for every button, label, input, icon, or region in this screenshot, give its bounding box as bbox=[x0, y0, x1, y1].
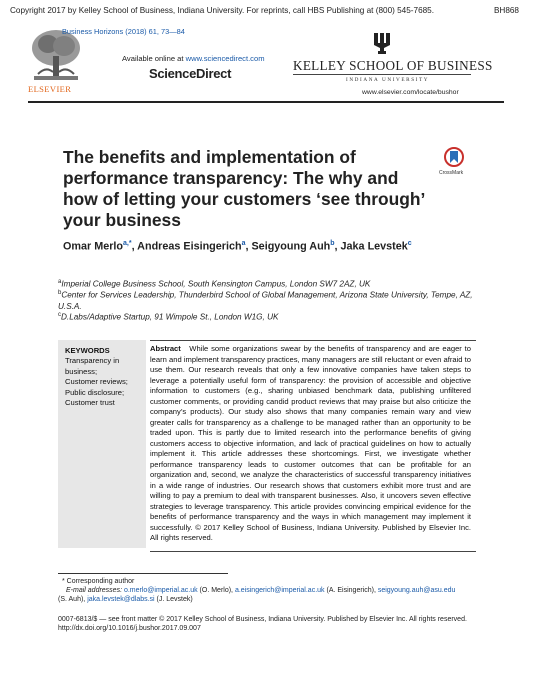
abstract-body bbox=[150, 344, 471, 544]
email-link[interactable]: o.merlo@imperial.ac.uk bbox=[123, 587, 198, 594]
author-name: Jaka Levstek bbox=[340, 240, 408, 253]
article-title: The benefits and implementation of performance transparency: The why and how of letting your customers ‘see through’ your business bbox=[63, 147, 425, 230]
keywords-heading: KEYWORDS bbox=[65, 346, 110, 355]
keyword-item: Customer reviews; bbox=[65, 377, 128, 387]
crossmark-label: CrossMark bbox=[439, 170, 464, 176]
keywords-list bbox=[65, 356, 143, 409]
author-separator: , bbox=[245, 240, 252, 253]
available-online: Available online at www.sciencedirect.com bbox=[122, 54, 265, 63]
abstract-copyright: © 2017 Kelley School of Business, Indiana University. Published by Elsevier Inc. All rights reserved. bbox=[150, 522, 471, 542]
doi-link[interactable]: http://dx.doi.org/10.1016/j.bushor.2017.09.007 bbox=[58, 625, 201, 632]
footnote-divider bbox=[58, 573, 228, 574]
issn-line: 0007-6813/$ — see front matter © 2017 Kelley School of Business, Indiana University. Published by Elsevier Inc. All rights reserved. bbox=[58, 616, 467, 623]
sciencedirect-logo: ScienceDirect bbox=[149, 66, 232, 81]
author-affiliation-mark[interactable]: c bbox=[407, 240, 412, 247]
abstract-text: While some organizations swear by the benefits of transparency and are eager to learn and implement transparency practices, many managers are still reluctant or even afraid to use them. Our research reveals that only a few innovative companies have taken steps to leverage a potentially useful form of transparency: the provision of accessible and objective information to customers (e.g., sharing unbiased benchmark data, publishing unfiltered customer comments, or providing candid product reviews that may praise but also criticize the company’s products). Our study also shows that many companies remain wary and view greater calls for transparency as a challenge to be managed rather than an opportunity to be traded upon. This is partly due to limited research into the performance benefits of giving customers access to objective information, and lack of practical guidelines on how to actually implement it. This article addresses these shortcomings. First, we investigate whether performance transparency leads to customer outcomes that can be profitable for an organization and, second, we analyze the characteristics of successful transparency initiatives in a wide range of industries. Our research shows that customers exhibit more trust and are willing to pay a premium to deal with transparent businesses. Also, it uncovers seven effective strategies to leverage transparency. This article provides convincing empirical evidence for the benefits of performance transparency and the ways in which management may implement it successfully. bbox=[150, 344, 471, 532]
keyword-item: Transparency in business; bbox=[65, 356, 120, 376]
email-link[interactable]: seigyoung.auh@asu.edu bbox=[377, 587, 456, 594]
abstract-label: Abstract bbox=[150, 344, 181, 353]
abstract-bottom-rule bbox=[150, 551, 476, 552]
author-affiliation-mark[interactable]: a,* bbox=[123, 240, 132, 247]
kelley-school-name: KELLEY SCHOOL OF BUSINESS bbox=[293, 58, 493, 73]
author-name: Andreas Eisingerich bbox=[137, 240, 242, 253]
author-separator: , bbox=[131, 240, 138, 253]
copyright-notice: Copyright 2017 by Kelley School of Business, Indiana University. For reprints, call HBS Publishing at (800) 545-7685. bbox=[10, 6, 434, 15]
keyword-item: Public disclosure; bbox=[65, 387, 125, 397]
crossmark-icon[interactable] bbox=[444, 147, 464, 169]
author-affiliation-mark[interactable]: b bbox=[330, 240, 335, 247]
affiliation-c: $^c$D.Labs/Adaptive Startup, 91 Wimpole St., London W1G, UK bbox=[58, 312, 279, 322]
abstract-top-rule bbox=[150, 340, 476, 341]
keyword-item: Customer trust bbox=[65, 398, 115, 408]
author-name: Omar Merlo bbox=[63, 240, 123, 253]
corresponding-author: * Corresponding author bbox=[62, 578, 135, 585]
sciencedirect-link[interactable]: www.sciencedirect.com bbox=[185, 54, 265, 63]
email-link[interactable]: jaka.levstek@dlabs.si bbox=[87, 596, 155, 603]
author-affiliation-mark[interactable]: a bbox=[241, 240, 246, 247]
author-list bbox=[63, 240, 412, 253]
email-line-2: (S. Auh), jaka.levstek@dlabs.si (J. Levstek) bbox=[58, 596, 193, 603]
iu-trident-icon bbox=[371, 30, 393, 54]
elsevier-wordmark: ELSEVIER bbox=[28, 84, 72, 94]
header-divider bbox=[28, 101, 504, 103]
indiana-university-name: INDIANA UNIVERSITY bbox=[346, 77, 430, 83]
journal-citation[interactable]: Business Horizons (2018) 61, 73—84 bbox=[62, 27, 185, 36]
email-link[interactable]: a.eisingerich@imperial.ac.uk bbox=[234, 587, 325, 594]
author-separator: , bbox=[334, 240, 341, 253]
kelley-divider bbox=[293, 74, 471, 75]
document-code: BH868 bbox=[493, 6, 519, 15]
affiliation-a: $^a$Imperial College Business School, South Kensington Campus, London SW7 2AZ, UK bbox=[58, 279, 371, 289]
affiliation-b: $^b$Center for Services Leadership, Thunderbird School of Global Management, Arizona State University, Tempe, AZ, U.S.A. bbox=[58, 290, 473, 311]
author-name: Seigyoung Auh bbox=[251, 240, 331, 253]
journal-url[interactable]: www.elsevier.com/locate/bushor bbox=[362, 89, 459, 96]
email-line-1: E-mail addresses: o.merlo@imperial.ac.uk (O. Merlo), a.eisingerich@imperial.ac.uk (A. Eisingerich), seigyoung.auh@asu.edu bbox=[66, 587, 456, 594]
